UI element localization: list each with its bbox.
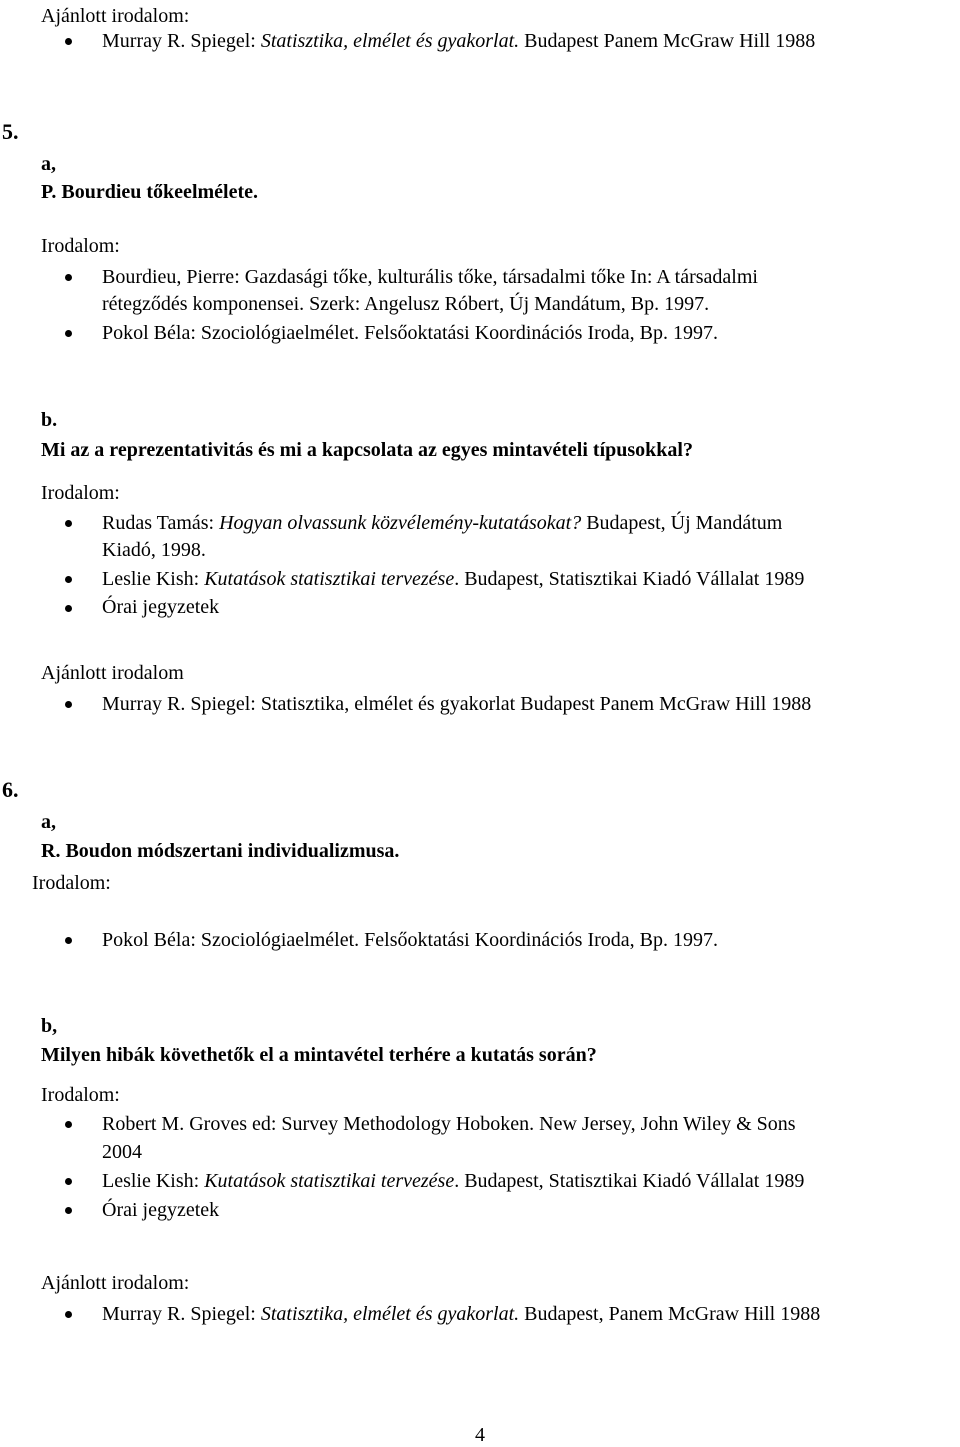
part-label: a, — [41, 153, 56, 175]
list-item-line: Kiadó, 1998. — [102, 539, 206, 561]
part-title: Mi az a reprezentativitás és mi a kapcsolata az egyes mintavételi típusokkal? — [41, 439, 693, 461]
bullet-icon — [65, 330, 72, 337]
part-title: Milyen hibák követhetők el a mintavétel terhére a kutatás során? — [41, 1044, 597, 1066]
list-item: Leslie Kish: Kutatások statisztikai tervezése. Budapest, Statisztikai Kiadó Vállalat 1989 — [102, 1170, 805, 1192]
list-item: Murray R. Spiegel: Statisztika, elmélet és gyakorlat. Budapest Panem McGraw Hill 1988 — [102, 30, 816, 52]
section-number: 5. — [2, 119, 19, 144]
list-item: Murray R. Spiegel: Statisztika, elmélet és gyakorlat. Budapest, Panem McGraw Hill 1988 — [102, 1303, 821, 1325]
list-item: Rudas Tamás: Hogyan olvassunk közvélemény-kutatásokat? Budapest, Új Mandátum — [102, 512, 783, 534]
bullet-icon — [65, 701, 72, 708]
literature-heading: Irodalom: — [32, 872, 111, 894]
bullet-icon — [65, 937, 72, 944]
part-title: P. Bourdieu tőkeelmélete. — [41, 181, 259, 203]
bullet-icon — [65, 1207, 72, 1214]
part-label: b, — [41, 1015, 58, 1037]
bullet-icon — [65, 274, 72, 281]
literature-heading: Irodalom: — [41, 1084, 120, 1106]
list-item-line: Pokol Béla: Szociológiaelmélet. Felsőoktatási Koordinációs Iroda, Bp. 1997. — [102, 322, 719, 344]
page-number: 4 — [475, 1424, 485, 1446]
list-item-line: Robert M. Groves ed: Survey Methodology Hoboken. New Jersey, John Wiley & Sons — [102, 1113, 796, 1135]
literature-heading: Irodalom: — [41, 235, 120, 257]
part-label: a, — [41, 811, 56, 833]
list-item-line: 2004 — [102, 1141, 142, 1163]
bullet-icon — [65, 605, 72, 612]
bullet-icon — [65, 1178, 72, 1185]
section-number: 6. — [2, 777, 19, 802]
bullet-icon — [65, 1121, 72, 1128]
list-item: Órai jegyzetek — [102, 596, 220, 618]
recommended-heading: Ajánlott irodalom: — [41, 1272, 190, 1294]
recommended-heading: Ajánlott irodalom: — [41, 5, 190, 27]
list-item: Leslie Kish: Kutatások statisztikai tervezése. Budapest, Statisztikai Kiadó Vállalat 1989 — [102, 568, 805, 590]
list-item-line: Pokol Béla: Szociológiaelmélet. Felsőoktatási Koordinációs Iroda, Bp. 1997. — [102, 929, 719, 951]
bullet-icon — [65, 1311, 72, 1318]
list-item: Murray R. Spiegel: Statisztika, elmélet és gyakorlat Budapest Panem McGraw Hill 1988 — [102, 693, 812, 715]
literature-heading: Irodalom: — [41, 482, 120, 504]
part-label: b. — [41, 409, 58, 431]
bullet-icon — [65, 576, 72, 583]
part-title: R. Boudon módszertani individualizmusa. — [41, 840, 400, 862]
recommended-heading: Ajánlott irodalom — [41, 662, 184, 684]
bullet-icon — [65, 38, 72, 45]
list-item-line: Órai jegyzetek — [102, 1199, 220, 1221]
list-item-line: Bourdieu, Pierre: Gazdasági tőke, kulturális tőke, társadalmi tőke In: A társadalmi — [102, 266, 758, 288]
bullet-icon — [65, 520, 72, 527]
list-item-line: rétegződés komponensei. Szerk: Angelusz Róbert, Új Mandátum, Bp. 1997. — [102, 293, 710, 315]
